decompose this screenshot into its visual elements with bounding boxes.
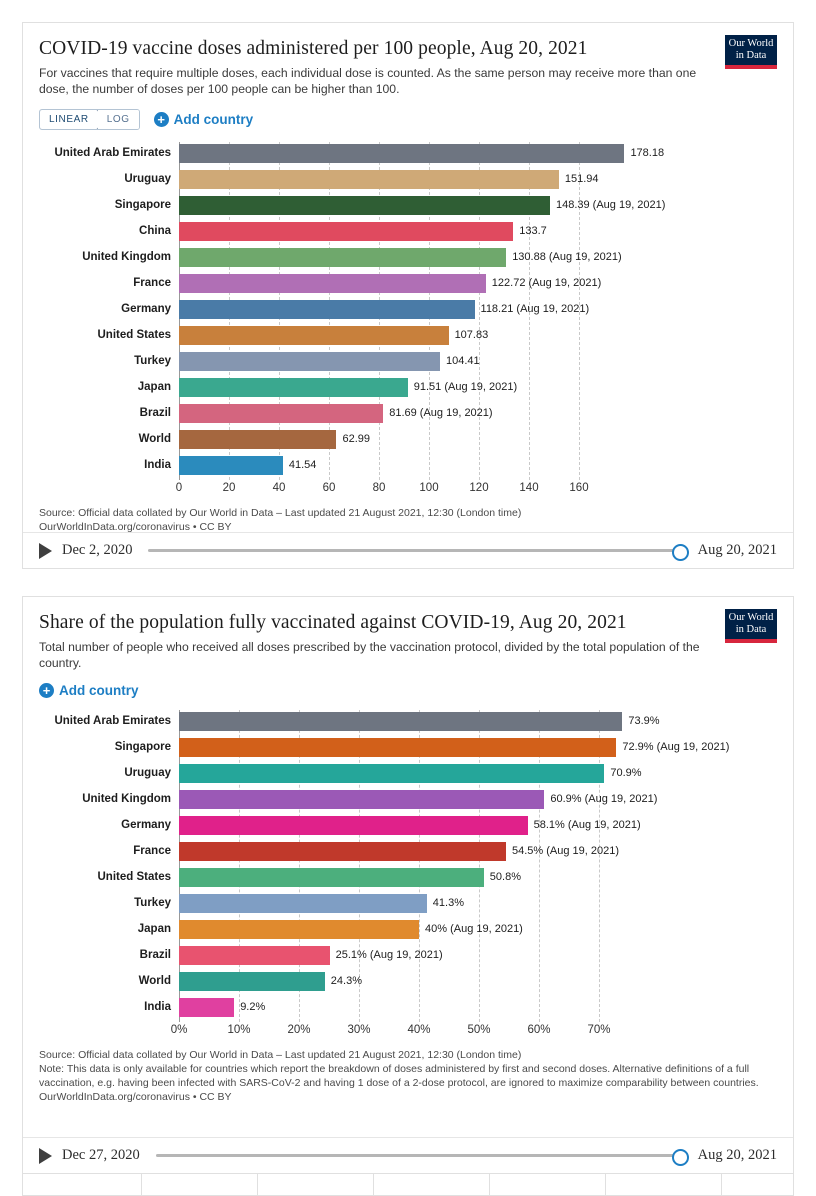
bar-value-label: 41.54 [288,459,317,472]
bar-row[interactable] [39,272,777,294]
source-line-3: OurWorldInData.org/coronavirus • CC BY [39,1091,232,1104]
bar-row[interactable] [39,220,777,242]
bar-row[interactable] [39,454,777,476]
bar[interactable] [179,868,484,887]
bar-row[interactable] [39,402,777,424]
chart-subtitle: Total number of people who received all doses prescribed by the vaccination protocol, divided by the total population of the country. [39,640,700,671]
bar-row[interactable] [39,376,777,398]
play-icon[interactable] [39,1148,52,1164]
bar-value-label: 72.9% (Aug 19, 2021) [622,741,730,754]
bar-value-label: 133.7 [519,225,547,238]
bar-row[interactable] [39,866,777,888]
bar[interactable] [179,222,513,241]
bar-category-label: India [144,459,171,472]
chart-card-inner [23,23,793,568]
chart-title: Share of the population fully vaccinated against COVID-19, Aug 20, 2021 [39,612,627,633]
logo-line-2: in Data [735,49,767,61]
source-line-2: Note: This data is only available for countries which report the breakdown of doses administered by first and second doses. Alternative definitions of a full vaccination, e.g. having been infected with SARS-CoV-2 and having 1 dose of a 2-dose protocol, are ignored to maximize comparability between countries. [39,1063,759,1090]
bar-category-label: United Arab Emirates [54,147,171,160]
bar-container [179,892,777,914]
axis-tick-label: 40% [407,1024,431,1037]
bar-category-label: United Arab Emirates [54,715,171,728]
bar-value-label: 81.69 (Aug 19, 2021) [389,407,493,420]
bar-category-label: Japan [137,923,171,936]
bar[interactable] [179,946,330,965]
bar[interactable] [179,170,559,189]
bar-category-label: Germany [121,819,171,832]
axis-tick-label: 20 [222,482,236,495]
bar-value-label: 91.51 (Aug 19, 2021) [413,381,518,394]
chart-subtitle: For vaccines that require multiple doses, each individual dose is counted. As the same person may receive more than one dose, the number of doses per 100 people can be higher than 100. [39,66,697,97]
axis-tick-label: 50% [467,1024,491,1037]
chart-card-fully-vaccinated [22,596,794,1174]
bar-value-label: 50.8% [489,871,521,884]
bar[interactable] [179,326,449,345]
bar[interactable] [179,300,475,319]
bar[interactable] [179,738,616,757]
source-line-1: Source: Official data collated by Our World in Data – Last updated 21 August 2021, 12:30 (London time) [39,507,522,520]
bar-category-label: World [138,975,171,988]
axis-tick-label: 0 [175,482,183,495]
bar-container [179,918,777,940]
bar-container [179,350,777,372]
bar-container [179,454,777,476]
bar-value-label: 130.88 (Aug 19, 2021) [512,251,622,264]
bar-value-label: 25.1% (Aug 19, 2021) [335,949,443,962]
source-line-2: OurWorldInData.org/coronavirus • CC BY [39,521,232,534]
bar-category-label: Singapore [114,741,171,754]
bar-container [179,298,777,320]
bar-container [179,246,777,268]
source-line-1: Source: Official data collated by Our World in Data – Last updated 21 August 2021, 12:30 (London time) [39,1049,522,1062]
bar[interactable] [179,842,506,861]
bar-row[interactable] [39,350,777,372]
bar-row[interactable] [39,168,777,190]
bar-category-label: Brazil [139,407,171,420]
bar-row[interactable] [39,788,777,810]
bar-container [179,736,777,758]
bar-category-label: United Kingdom [82,793,171,806]
bar[interactable] [179,352,440,371]
axis-tick-label: 140 [519,482,539,495]
timeline-slider-track[interactable] [148,549,681,552]
bar-value-label: 151.94 [564,173,599,186]
bar-value-label: 122.72 (Aug 19, 2021) [491,277,602,290]
bar-row[interactable] [39,892,777,914]
bar-container [179,710,777,732]
bar-row[interactable] [39,298,777,320]
bar-row[interactable] [39,814,777,836]
bar-category-label: United States [97,871,171,884]
bar[interactable] [179,430,336,449]
chart-card-inner [23,597,793,1173]
bar[interactable] [179,790,544,809]
axis-tick-label: 10% [227,1024,251,1037]
bar-container [179,272,777,294]
bar-category-label: Uruguay [124,767,171,780]
bar[interactable] [179,404,383,423]
timeline-slider-track[interactable] [156,1154,682,1157]
timeline-control[interactable] [23,1137,793,1173]
logo-line-1: Our World [728,38,774,49]
source-note [39,506,777,534]
axis-tick-label: 120 [469,482,489,495]
bar-row[interactable] [39,710,777,732]
chart-card-doses [22,22,794,569]
bar-value-label: 41.3% [432,897,464,910]
axis-tick-label: 0% [170,1024,188,1037]
bar[interactable] [179,712,622,731]
bar-category-label: United States [97,329,171,342]
bar-value-label: 54.5% (Aug 19, 2021) [512,845,620,858]
add-country-label: Add country [59,683,139,699]
axis-tick-label: 20% [287,1024,311,1037]
bar-category-label: Germany [121,303,171,316]
bar-category-label: France [133,845,171,858]
bar-row[interactable] [39,736,777,758]
page-bottom-strip [22,1174,794,1196]
logo-line-1: Our World [728,612,774,623]
bar-value-label: 9.2% [240,1001,266,1014]
bar[interactable] [179,920,419,939]
bar-value-label: 73.9% [628,715,660,728]
bar-category-label: Turkey [134,897,171,910]
plus-icon: + [154,112,169,127]
bar-row[interactable] [39,324,777,346]
bar-container [179,194,777,216]
axis-tick-label: 70% [587,1024,611,1037]
bar-container [179,970,777,992]
bar[interactable] [179,998,234,1017]
bar-container [179,168,777,190]
our-world-in-data-logo[interactable] [725,35,777,69]
bar-row[interactable] [39,428,777,450]
bar-value-label: 178.18 [630,147,665,160]
bar-value-label: 62.99 [342,433,370,446]
timeline-slider-handle[interactable] [672,1149,689,1166]
bar-value-label: 40% (Aug 19, 2021) [425,923,523,936]
chart-controls [39,109,777,130]
linear-scale-button[interactable]: LINEAR [39,109,99,130]
plus-icon: + [39,683,54,698]
bar[interactable] [179,972,325,991]
add-country-label: Add country [173,112,254,128]
bar-row[interactable] [39,918,777,940]
source-note [39,1048,777,1104]
bar[interactable] [179,274,486,293]
chart-title: COVID-19 vaccine doses administered per 100 people, Aug 20, 2021 [39,38,588,59]
bar-row[interactable] [39,840,777,862]
bar-chart-plot-fully-vaccinated [39,710,777,1040]
bar-category-label: Uruguay [124,173,171,186]
bar-container [179,866,777,888]
bar-value-label: 118.21 (Aug 19, 2021) [480,303,590,316]
scale-toggle-group[interactable] [39,109,140,130]
bar-row[interactable] [39,996,777,1018]
bar-container [179,324,777,346]
bar-value-label: 70.9% [610,767,642,780]
axis-tick-label: 100 [419,482,439,495]
axis-tick-label: 160 [569,482,589,495]
add-country-button[interactable] [39,683,139,698]
bar[interactable] [179,816,528,835]
bar-value-label: 58.1% (Aug 19, 2021) [533,819,641,832]
timeline-end-date: Aug 20, 2021 [697,542,777,558]
timeline-start-date: Dec 27, 2020 [62,1147,140,1163]
bar-row[interactable] [39,142,777,164]
bar-container [179,840,777,862]
bar-category-label: Brazil [139,949,171,962]
bar-category-label: Japan [137,381,171,394]
axis-tick-label: 80 [372,482,386,495]
bar-value-label: 104.41 [446,355,480,368]
bar[interactable] [179,196,550,215]
bar-row[interactable] [39,944,777,966]
bar-value-label: 60.9% (Aug 19, 2021) [550,793,658,806]
bar-category-label: United Kingdom [82,251,171,264]
bar-container [179,142,777,164]
bar[interactable] [179,764,604,783]
bar-category-label: World [138,433,171,446]
bar-container [179,944,777,966]
bar-category-label: Singapore [114,199,171,212]
bar[interactable] [179,144,624,163]
bar-container [179,402,777,424]
bar-row[interactable] [39,246,777,268]
bar-category-label: France [133,277,171,290]
our-world-in-data-logo[interactable] [725,609,777,643]
logo-line-2: in Data [735,623,767,635]
bar-value-label: 148.39 (Aug 19, 2021) [555,199,666,212]
bar-value-label: 24.3% [330,975,362,988]
bar[interactable] [179,248,506,267]
bar-container [179,996,777,1018]
axis-tick-label: 40 [272,482,286,495]
timeline-end-date: Aug 20, 2021 [697,1147,777,1163]
bar[interactable] [179,894,427,913]
bar-container [179,814,777,836]
timeline-start-date: Dec 2, 2020 [62,542,133,558]
bar-container [179,428,777,450]
axis-tick-label: 60 [322,482,336,495]
chart-controls [39,683,777,698]
bar-value-label: 107.83 [454,329,489,342]
bar-container [179,788,777,810]
bar[interactable] [179,456,283,475]
bar-container [179,220,777,242]
axis-tick-label: 30% [347,1024,371,1037]
bar-row[interactable] [39,762,777,784]
bar-category-label: China [139,225,171,238]
axis-tick-label: 60% [527,1024,551,1037]
play-icon[interactable] [39,543,52,559]
bar-chart-plot-doses [39,142,777,498]
bar-row[interactable] [39,194,777,216]
bar-category-label: Turkey [134,355,171,368]
bar-container [179,762,777,784]
bar[interactable] [179,378,408,397]
bar-row[interactable] [39,970,777,992]
add-country-button[interactable] [154,112,254,127]
timeline-control[interactable] [23,532,793,568]
bar-category-label: India [144,1001,171,1014]
timeline-slider-handle[interactable] [672,544,689,561]
log-scale-button[interactable]: LOG [98,110,139,129]
bar-container [179,376,777,398]
